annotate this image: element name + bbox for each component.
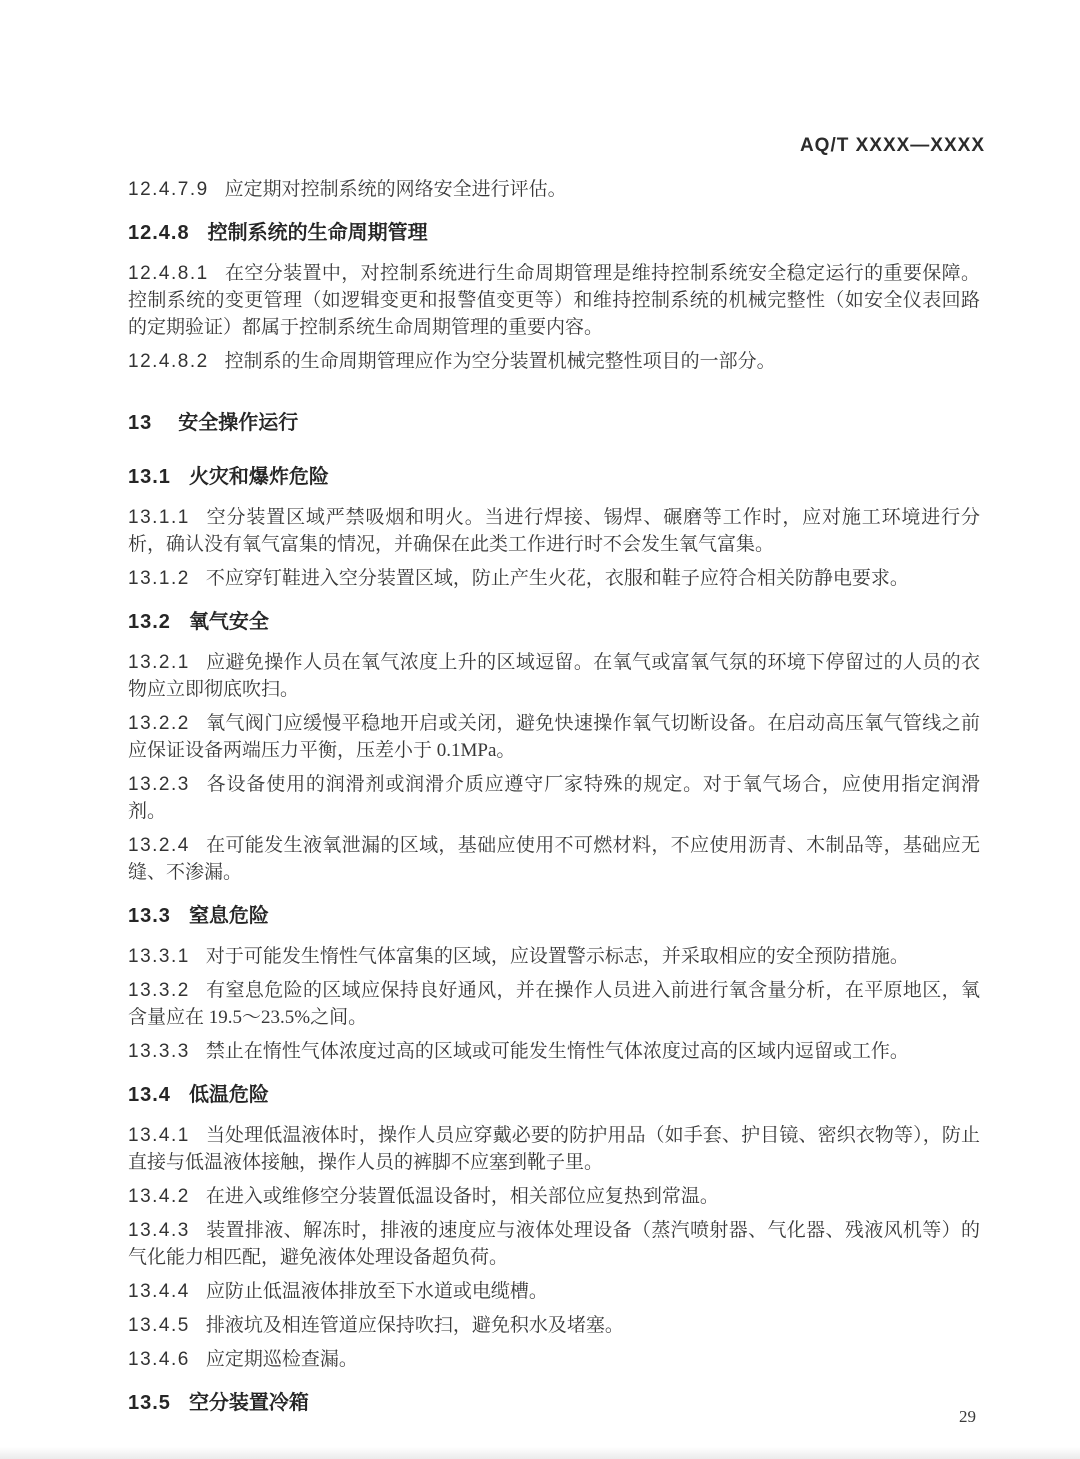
clause-text: 氧气阀门应缓慢平稳地开启或关闭，避免快速操作氧气切断设备。在启动高压氧气管线之前应保证设备两端压力平衡，压差小于 0.1MPa。 xyxy=(128,713,980,761)
section-number: 13.5 xyxy=(128,1392,171,1414)
clause-number: 12.4.8.1 xyxy=(128,263,209,284)
clause-paragraph xyxy=(128,1183,980,1210)
section-number: 13.2 xyxy=(128,611,171,633)
clause-text: 当处理低温液体时，操作人员应穿戴必要的防护用品（如手套、护目镜、密织衣物等），防止直接与低温液体接触，操作人员的裤脚不应塞到靴子里。 xyxy=(128,1125,980,1173)
section-number: 13.4 xyxy=(128,1084,171,1106)
clause-number: 13.3.2 xyxy=(128,980,190,1001)
clause-number: 13.4.4 xyxy=(128,1281,190,1302)
clause-text: 对于可能发生惰性气体富集的区域，应设置警示标志，并采取相应的安全预防措施。 xyxy=(205,946,909,967)
clause-text: 装置排液、解冻时，排液的速度应与液体处理设备（蒸汽喷射器、气化器、残液风机等）的气化能力相匹配，避免液体处理设备超负荷。 xyxy=(128,1220,980,1268)
section-title: 火灾和爆炸危险 xyxy=(188,466,329,488)
section-heading xyxy=(128,464,980,491)
clause-text: 控制系的生命周期管理应作为空分装置机械完整性项目的一部分。 xyxy=(224,351,776,372)
clause-paragraph xyxy=(128,943,980,970)
section-title: 低温危险 xyxy=(188,1084,269,1106)
section-title: 空分装置冷箱 xyxy=(188,1392,309,1414)
clause-paragraph xyxy=(128,710,980,764)
document-body xyxy=(128,176,980,1417)
clause-number: 13.1.2 xyxy=(128,568,190,589)
subsection-heading xyxy=(128,220,980,247)
clause-number: 13.4.1 xyxy=(128,1125,190,1146)
clause-number: 13.4.3 xyxy=(128,1220,190,1241)
page-header xyxy=(128,132,985,160)
clause-paragraph xyxy=(128,1346,980,1373)
section-heading xyxy=(128,609,980,636)
clause-number: 13.4.2 xyxy=(128,1186,190,1207)
clause-paragraph xyxy=(128,565,980,592)
section-number: 13.3 xyxy=(128,905,171,927)
section-heading xyxy=(128,903,980,930)
section-heading xyxy=(128,1082,980,1109)
section-number: 13.1 xyxy=(128,466,171,488)
section-heading xyxy=(128,1390,980,1417)
clause-text: 应定期巡检查漏。 xyxy=(205,1349,358,1370)
clause-text: 各设备使用的润滑剂或润滑介质应遵守厂家特殊的规定。对于氧气场合，应使用指定润滑剂。 xyxy=(128,774,980,822)
clause-text: 排液坑及相连管道应保持吹扫，避免积水及堵塞。 xyxy=(205,1315,624,1336)
clause-number: 13.2.3 xyxy=(128,774,190,795)
clause-number: 12.4.7.9 xyxy=(128,179,209,200)
clause-paragraph xyxy=(128,832,980,886)
clause-text: 在空分装置中，对控制系统进行生命周期管理是维持控制系统安全稳定运行的重要保障。控制系统的变更管理（如逻辑变更和报警值变更等）和维持控制系统的机械完整性（如安全仪表回路的定期验证）都属于控制系统生命周期管理的重要内容。 xyxy=(128,263,980,338)
section-title: 氧气安全 xyxy=(188,611,269,633)
page-bottom-shadow xyxy=(0,1447,1080,1459)
clause-paragraph xyxy=(128,1312,980,1339)
clause-paragraph xyxy=(128,176,980,203)
clause-paragraph xyxy=(128,348,980,375)
subsection-number: 12.4.8 xyxy=(128,222,190,244)
page-footer xyxy=(959,1408,976,1425)
clause-number: 13.2.2 xyxy=(128,713,190,734)
clause-paragraph xyxy=(128,649,980,703)
clause-paragraph xyxy=(128,977,980,1031)
clause-paragraph xyxy=(128,1122,980,1176)
clause-paragraph xyxy=(128,1038,980,1065)
clause-number: 13.1.1 xyxy=(128,507,190,528)
clause-text: 应定期对控制系统的网络安全进行评估。 xyxy=(224,179,567,200)
chapter-title: 安全操作运行 xyxy=(178,412,299,434)
clause-paragraph xyxy=(128,260,980,341)
clause-number: 13.2.1 xyxy=(128,652,190,673)
clause-paragraph xyxy=(128,1217,980,1271)
clause-text: 有窒息危险的区域应保持良好通风，并在操作人员进入前进行氧含量分析，在平原地区，氧含量应在 19.5～23.5%之间。 xyxy=(128,980,980,1028)
clause-number: 12.4.8.2 xyxy=(128,351,209,372)
clause-text: 应避免操作人员在氧气浓度上升的区域逗留。在氧气或富氧气氛的环境下停留过的人员的衣物应立即彻底吹扫。 xyxy=(128,652,980,700)
clause-text: 应防止低温液体排放至下水道或电缆槽。 xyxy=(205,1281,548,1302)
section-title: 窒息危险 xyxy=(188,905,269,927)
clause-number: 13.4.6 xyxy=(128,1349,190,1370)
chapter-heading xyxy=(128,410,980,437)
page-number: 29 xyxy=(959,1407,976,1426)
clause-text: 在进入或维修空分装置低温设备时，相关部位应复热到常温。 xyxy=(205,1186,719,1207)
clause-number: 13.4.5 xyxy=(128,1315,190,1336)
clause-paragraph xyxy=(128,1278,980,1305)
clause-text: 不应穿钉鞋进入空分装置区域，防止产生火花，衣服和鞋子应符合相关防静电要求。 xyxy=(205,568,909,589)
clause-number: 13.3.1 xyxy=(128,946,190,967)
clause-text: 空分装置区域严禁吸烟和明火。当进行焊接、锡焊、碾磨等工作时，应对施工环境进行分析，确认没有氧气富集的情况，并确保在此类工作进行时不会发生氧气富集。 xyxy=(128,507,980,555)
clause-number: 13.2.4 xyxy=(128,835,190,856)
clause-paragraph xyxy=(128,504,980,558)
chapter-number: 13 xyxy=(128,412,153,434)
clause-text: 禁止在惰性气体浓度过高的区域或可能发生惰性气体浓度过高的区域内逗留或工作。 xyxy=(205,1041,909,1062)
clause-text: 在可能发生液氧泄漏的区域，基础应使用不可燃材料，不应使用沥青、木制品等，基础应无缝、不渗漏。 xyxy=(128,835,980,883)
clause-number: 13.3.3 xyxy=(128,1041,190,1062)
standard-code: AQ/T XXXX—XXXX xyxy=(799,135,985,156)
subsection-title: 控制系统的生命周期管理 xyxy=(207,222,428,244)
clause-paragraph xyxy=(128,771,980,825)
